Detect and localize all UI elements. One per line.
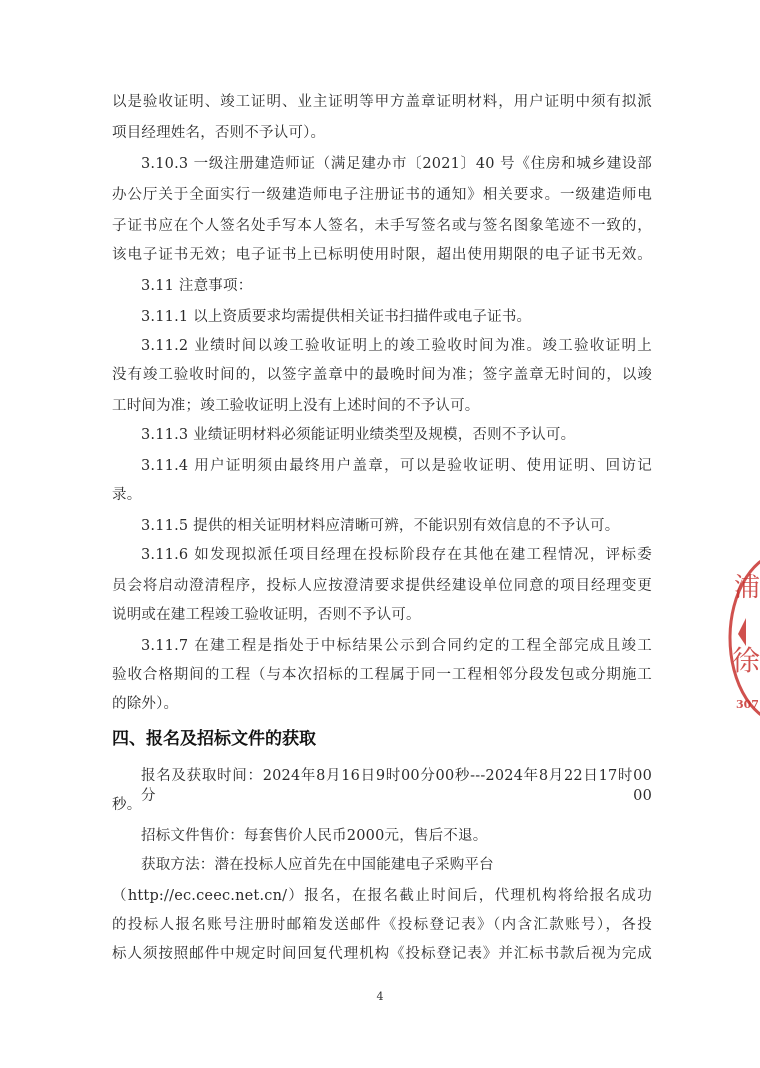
text-line: 项目经理姓名，否则不予认可）。 <box>112 125 326 141</box>
text-line: 3.11.7 在建工程是指处于中标结果公示到合同约定的工程全部完成且竣工 <box>141 638 652 654</box>
text-line: 3.11.5 提供的相关证明材料应清晰可辨，不能识别有效信息的不予认可。 <box>141 518 620 534</box>
text-line: 验收合格期间的工程（与本次招标的工程属于同一工程相邻分段发包或分期施工 <box>112 667 652 683</box>
seal-mark <box>738 618 746 646</box>
text-line: 以是验收证明、竣工证明、业主证明等甲方盖章证明材料，用户证明中须有拟派 <box>112 94 652 110</box>
text-line: 3.11.2 业绩时间以竣工验收证明上的竣工验收时间为准。竣工验收证明上 <box>141 338 652 354</box>
text-line: 3.11.3 业绩证明材料必须能证明业绩类型及规模，否则不予认可。 <box>141 427 576 443</box>
text-line: 录。 <box>112 487 142 503</box>
text-line: 3.10.3 一级注册建造师证（满足建办市〔2021〕40 号《住房和城乡建设部 <box>141 156 652 172</box>
page-number: 4 <box>376 990 384 1003</box>
text-line: 该电子证书无效；电子证书上已标明使用时限，超出使用期限的电子证书无效。 <box>112 247 652 263</box>
text-line: 标人须按照邮件中规定时间回复代理机构《投标登记表》并汇标书款后视为完成 <box>112 946 652 962</box>
text-line: 工时间为准；竣工验收证明上没有上述时间的不予认可。 <box>112 398 480 414</box>
text-line: （http://ec.ceec.net.cn/）报名，在报名截止时间后，代理机构将给报名成功 <box>112 888 652 904</box>
text-line: 没有竣工验收时间的，以签字盖章中的最晚时间为准；签字盖章无时间的，以竣 <box>112 367 652 383</box>
text-line: 子证书应在个人签名处手写本人签名，未手写签名或与签名图象笔迹不一致的， <box>112 218 652 234</box>
section-heading: 四、报名及招标文件的获取 <box>112 729 316 749</box>
text-line: 秒。 <box>112 797 142 813</box>
text-line: 3.11.1 以上资质要求均需提供相关证书扫描件或电子证书。 <box>141 309 532 325</box>
text-line: 员会将启动澄清程序，投标人应按澄清要求提供经建设单位同意的项目经理变更 <box>112 578 652 594</box>
text-line: 招标文件售价：每套售价人民币2000元，售后不退。 <box>141 828 488 844</box>
text-line: 报名及获取时间：2024年8月16日9时00分00秒---2024年8月22日17时00分00 <box>141 768 652 804</box>
seal-digits: 307 <box>736 698 759 711</box>
section-title: 3.11 注意事项： <box>141 278 253 294</box>
seal-char-2: 徐 <box>732 644 760 677</box>
text-line: 的投标人报名账号注册时邮箱发送邮件《投标登记表》（内含汇款账号），各投 <box>112 917 652 933</box>
text-line: 3.11.6 如发现拟派任项目经理在投标阶段存在其他在建工程情况，评标委 <box>141 547 652 563</box>
text-line: 说明或在建工程竣工验收证明，否则不予认可。 <box>112 607 421 623</box>
seal-char-1: 浦 <box>734 573 760 603</box>
red-seal-stamp <box>724 548 760 728</box>
text-line: 办公厅关于全面实行一级建造师电子注册证书的通知》相关要求。一级建造师电 <box>112 187 652 203</box>
text-line: 的除外）。 <box>112 696 179 712</box>
text-line: 获取方法：潜在投标人应首先在中国能建电子采购平台 <box>141 857 494 873</box>
text-line: 3.11.4 用户证明须由最终用户盖章，可以是验收证明、使用证明、回访记 <box>141 458 652 474</box>
